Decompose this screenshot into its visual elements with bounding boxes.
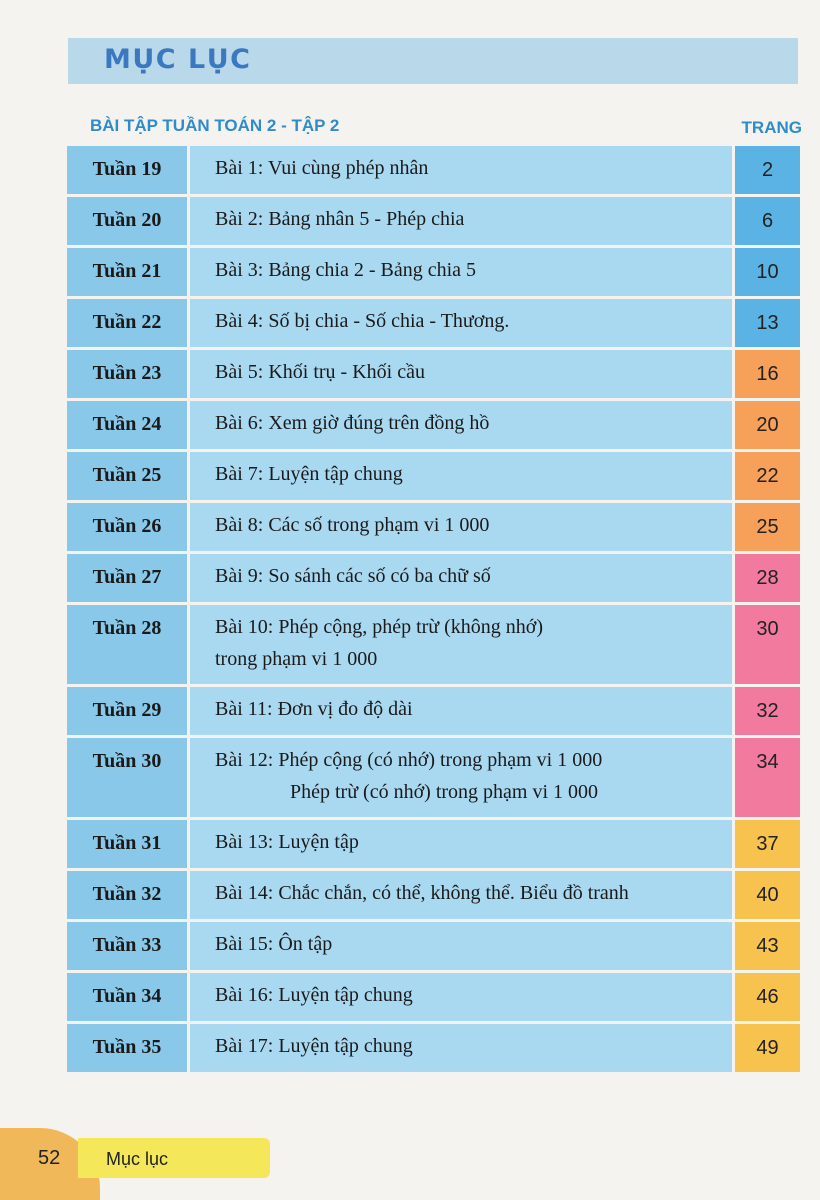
toc-page-number: 2 [735,146,800,194]
toc-page-number: 43 [735,922,800,970]
toc-week: Tuần 32 [67,871,190,919]
toc-lesson-title: Bài 15: Ôn tập [215,933,333,955]
toc-lesson [190,350,735,398]
toc-lesson [190,197,735,245]
toc-week: Tuần 35 [67,1024,190,1072]
toc-lesson [190,605,735,684]
page-title: MỤC LỤC [104,44,252,75]
toc-lesson-title: Bài 8: Các số trong phạm vi 1 000 [215,514,490,536]
page-number: 52 [38,1147,61,1169]
toc-lesson [190,554,735,602]
toc-lesson-title: Bài 3: Bảng chia 2 - Bảng chia 5 [215,259,477,281]
toc-week: Tuần 22 [67,299,190,347]
toc-lesson [190,738,735,817]
toc-lesson [190,1024,735,1072]
toc-lesson [190,503,735,551]
toc-row [67,922,803,973]
toc-week: Tuần 34 [67,973,190,1021]
toc-lesson [190,146,735,194]
toc-lesson-title: Bài 6: Xem giờ đúng trên đồng hồ [215,412,490,434]
toc-page-number: 16 [735,350,800,398]
toc-page-number: 6 [735,197,800,245]
toc-week: Tuần 25 [67,452,190,500]
toc-row [67,1024,803,1075]
toc-page-number: 37 [735,820,800,868]
toc-row [67,687,803,738]
toc-lesson [190,820,735,868]
toc-lesson-title: Bài 11: Đơn vị đo độ dài [215,698,413,720]
toc-week: Tuần 23 [67,350,190,398]
toc-lesson-title: Bài 16: Luyện tập chung [215,984,413,1006]
toc-week: Tuần 24 [67,401,190,449]
toc-page-number: 46 [735,973,800,1021]
toc-lesson [190,299,735,347]
toc-row [67,401,803,452]
toc-lesson-title: Bài 5: Khối trụ - Khối cầu [215,361,425,383]
title-band [68,38,798,84]
toc-lesson-continuation: Phép trừ (có nhớ) trong phạm vi 1 000 [290,781,599,803]
toc-lesson-title: Bài 12: Phép cộng (có nhớ) trong phạm vi 1 000 [215,749,603,771]
toc-row [67,738,803,820]
toc-lesson-title: Bài 17: Luyện tập chung [215,1035,413,1057]
toc-lesson [190,401,735,449]
toc-week: Tuần 30 [67,738,190,817]
toc-lesson-title: Bài 4: Số bị chia - Số chia - Thương. [215,310,510,332]
toc-lesson [190,922,735,970]
toc-lesson-title: Bài 10: Phép cộng, phép trừ (không nhớ) [215,616,544,638]
toc-lesson [190,871,735,919]
toc-lesson-title: Bài 14: Chắc chắn, có thể, không thể. Biểu đồ tranh [215,882,629,904]
toc-row [67,820,803,871]
toc-lesson [190,452,735,500]
toc-page-number: 40 [735,871,800,919]
toc-page-number: 13 [735,299,800,347]
toc-week: Tuần 33 [67,922,190,970]
toc-page-number: 22 [735,452,800,500]
toc-row [67,146,803,197]
toc-lesson [190,248,735,296]
toc-page-number: 10 [735,248,800,296]
toc-lesson-title: Bài 2: Bảng nhân 5 - Phép chia [215,208,465,230]
toc-row [67,554,803,605]
toc-row [67,452,803,503]
book-subtitle: BÀI TẬP TUẦN TOÁN 2 - TẬP 2 [90,116,340,135]
toc-week: Tuần 21 [67,248,190,296]
page-column-label: TRANG [741,118,802,137]
toc-lesson [190,973,735,1021]
toc-page-number: 28 [735,554,800,602]
toc-week: Tuần 29 [67,687,190,735]
toc-lesson-title: Bài 9: So sánh các số có ba chữ số [215,565,491,587]
toc-row [67,503,803,554]
toc-page-number: 25 [735,503,800,551]
toc-page-number: 32 [735,687,800,735]
toc-row [67,973,803,1024]
toc-lesson-continuation: trong phạm vi 1 000 [215,648,378,670]
toc-week: Tuần 20 [67,197,190,245]
footer-section-label: Mục lục [106,1149,169,1169]
toc-page-number: 30 [735,605,800,684]
toc-week: Tuần 19 [67,146,190,194]
toc-week: Tuần 26 [67,503,190,551]
toc-table [67,146,803,1075]
toc-week: Tuần 31 [67,820,190,868]
toc-lesson-title: Bài 7: Luyện tập chung [215,463,403,485]
toc-page-number: 20 [735,401,800,449]
toc-lesson [190,687,735,735]
toc-row [67,248,803,299]
toc-row [67,350,803,401]
toc-lesson-title: Bài 13: Luyện tập [215,831,359,853]
toc-row [67,197,803,248]
toc-lesson-title: Bài 1: Vui cùng phép nhân [215,157,429,179]
toc-row [67,871,803,922]
toc-page-number: 49 [735,1024,800,1072]
toc-week: Tuần 27 [67,554,190,602]
toc-week: Tuần 28 [67,605,190,684]
toc-row [67,605,803,687]
toc-page-number: 34 [735,738,800,817]
toc-row [67,299,803,350]
